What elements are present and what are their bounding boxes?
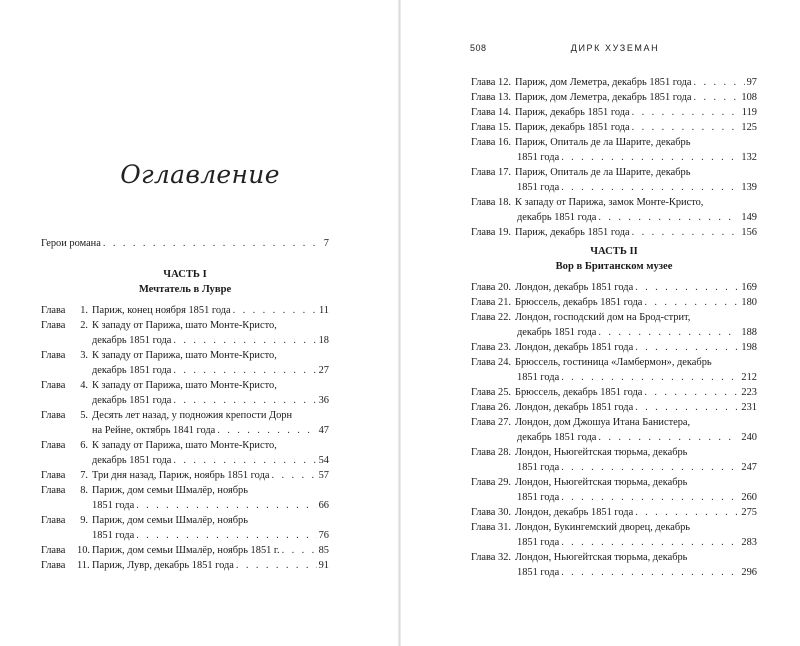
chapter-body [92,303,329,318]
toc-entry-text: Париж, декабрь 1851 года [515,122,630,133]
dot-leader [632,225,740,240]
toc-entry-text: Лондон, Ньюгейтская тюрьма, декабрь [515,552,688,563]
toc-entry-text: декабрь 1851 года [92,455,172,466]
chapter-label: Глава 18. [471,197,511,208]
toc-page-number: 119 [741,107,757,118]
chapter-label: Глава 19. [471,227,511,238]
chapter-body [92,483,329,513]
toc-entry-text: декабрь 1851 года [92,365,172,376]
toc-page-number: 260 [741,492,757,503]
page-number: 508 [470,43,487,53]
toc-entry-line [92,363,329,378]
part-label: ЧАСТЬ I [163,269,207,280]
toc-entry-line [92,528,329,543]
toc-entry-line [471,370,757,385]
toc-entry-line [92,513,329,528]
toc-title: Оглавление [120,160,280,189]
toc-entry-line [471,355,757,370]
toc-entry-line [471,105,757,120]
toc-entry-line [471,195,757,210]
dot-leader [561,535,739,550]
chapter-label: Глава 12. [471,77,511,88]
toc-chapter-entry[interactable] [471,415,757,445]
toc-page-number: 47 [318,425,329,436]
toc-entry-line [92,393,329,408]
toc-entry-text: Париж, дом семьи Шмалёр, ноябрь [92,485,248,496]
dot-leader [233,303,317,318]
chapter-label: Глава 28. [471,447,511,458]
toc-entry-text: К западу от Парижа, шато Монте-Кристо, [92,320,277,331]
toc-page-number: 212 [741,372,757,383]
toc-entry-line [471,505,757,520]
chapter-number: 5. [80,410,88,421]
toc-entry-line [471,225,757,240]
toc-page-number: 223 [741,387,757,398]
toc-entry-text: Париж, декабрь 1851 года [515,227,630,238]
chapter-body [92,513,329,543]
chapter-word: Глава [41,515,66,526]
dot-leader [561,460,739,475]
toc-entry-line [471,430,757,445]
toc-entry-line [471,490,757,505]
chapter-word: Глава [41,470,66,481]
dot-leader [635,505,739,520]
toc-entry-text: Париж, Лувр, декабрь 1851 года [92,560,234,571]
toc-entry-text: Париж, Опиталь де ла Шарите, декабрь [515,167,691,178]
toc-entry-text: Три дня назад, Париж, ноябрь 1851 года [92,470,270,481]
chapter-body [92,348,329,378]
author-name: ДИРК ХУЗЕМАН [570,43,660,53]
toc-entry-line [92,408,329,423]
toc-page-number: 169 [741,282,757,293]
toc-page-number: 66 [318,500,329,511]
chapter-label: Глава 14. [471,107,511,118]
toc-entry-line [471,535,757,550]
dot-leader [561,565,739,580]
dot-leader [644,385,739,400]
chapter-body [92,543,329,558]
toc-entry-text: Париж, конец ноября 1851 года [92,305,231,316]
chapter-word: Глава [41,485,66,496]
toc-entry-text: К западу от Парижа, замок Монте-Кристо, [515,197,704,208]
toc-entry-text: Лондон, Ньюгейтская тюрьма, декабрь [515,447,688,458]
toc-page-number: 180 [741,297,757,308]
chapter-number: 10. [77,545,90,556]
chapter-label: Глава 13. [471,92,511,103]
toc-entry-line [471,75,757,90]
dot-leader [282,543,317,558]
toc-entry-line [471,120,757,135]
chapter-label: Глава 32. [471,552,511,563]
toc-page-number: 156 [741,227,757,238]
chapter-label: Глава 23. [471,342,511,353]
toc-chapter-entry[interactable] [471,445,757,475]
dot-leader [173,333,316,348]
part-label: ЧАСТЬ II [590,246,638,257]
toc-entry-line [92,333,329,348]
toc-chapter-entry[interactable] [41,303,329,318]
toc-chapter-entry[interactable] [471,225,757,240]
toc-entry-line [471,460,757,475]
toc-entry-line [471,550,757,565]
dot-leader [561,490,739,505]
toc-chapter-entry[interactable] [41,543,329,558]
chapter-body [92,468,329,483]
toc-chapter-entry[interactable] [471,120,757,135]
chapter-label: Глава 30. [471,507,511,518]
toc-entry-line [471,180,757,195]
dot-leader [173,363,316,378]
toc-page-number: 132 [741,152,757,163]
chapter-word: Глава [41,305,66,316]
toc-entry-text: декабрь 1851 года [517,327,597,338]
toc-chapter-entry[interactable] [471,355,757,385]
toc-page-number: 240 [741,432,757,443]
toc-chapter-entry[interactable] [41,408,329,438]
dot-leader [644,295,739,310]
toc-entry-text: Лондон, декабрь 1851 года [515,342,634,353]
dot-leader [632,120,740,135]
toc-entry-text: Десять лет назад, у подножия крепости Дорн [92,410,293,421]
dot-leader [173,393,316,408]
chapter-label: Глава 25. [471,387,511,398]
chapter-number: 2. [80,320,88,331]
toc-entry-text: Брюссель, декабрь 1851 года [515,387,643,398]
right-page [400,0,800,646]
toc-page-number: 57 [318,470,329,481]
toc-entry-line [471,325,757,340]
toc-entry-line [92,303,329,318]
chapter-label: Глава 21. [471,297,511,308]
part-subtitle: Вор в Британском музее [555,261,673,272]
dot-leader [173,453,316,468]
toc-entry-text: Париж, дом Леметра, декабрь 1851 года [515,77,692,88]
toc-chapter-entry[interactable] [41,483,329,513]
toc-entry-line [471,340,757,355]
toc-entry-line [471,520,757,535]
toc-entry-text: 1851 года [517,152,560,163]
toc-entry-line [471,295,757,310]
chapter-number: 1. [80,305,88,316]
toc-entry-line [471,310,757,325]
toc-entry-line [92,348,329,363]
chapter-word: Глава [41,440,66,451]
toc-entry-text: Брюссель, декабрь 1851 года [515,297,643,308]
toc-entry-text: на Рейне, октябрь 1841 года [92,425,216,436]
toc-chapter-entry[interactable] [471,90,757,105]
toc-entry-line [471,400,757,415]
toc-entry-text: Париж, дом семьи Шмалёр, ноябрь [92,515,248,526]
toc-chapter-entry[interactable] [471,400,757,415]
toc-chapter-entry[interactable] [471,385,757,400]
toc-entry-text: К западу от Парижа, шато Монте-Кристо, [92,380,277,391]
chapter-label: Глава 27. [471,417,511,428]
toc-chapter-entry[interactable] [471,195,757,225]
chapter-body [92,438,329,468]
chapter-number: 3. [80,350,88,361]
toc-page-number: 139 [741,182,757,193]
toc-page-number: 149 [741,212,757,223]
dot-leader [598,325,739,340]
toc-entry-heroes[interactable] [41,236,329,251]
toc-page-number: 198 [741,342,757,353]
chapter-number: 4. [80,380,88,391]
toc-page-number: 231 [741,402,757,413]
chapter-number: 8. [80,485,88,496]
toc-chapter-entry[interactable] [471,135,757,165]
toc-chapter-entry[interactable] [471,340,757,355]
chapter-word: Глава [41,320,66,331]
toc-entry-text: Лондон, декабрь 1851 года [515,282,634,293]
toc-chapter-entry[interactable] [471,475,757,505]
dot-leader [694,75,745,90]
toc-page-number: 97 [746,77,757,88]
dot-leader [694,90,740,105]
chapter-number: 11. [77,560,90,571]
dot-leader [217,423,316,438]
toc-entry-line [471,565,757,580]
toc-entry-line [471,385,757,400]
toc-entry-line [471,415,757,430]
toc-entry-line [92,438,329,453]
toc-entry-text: декабрь 1851 года [517,212,597,223]
toc-entry-line [471,165,757,180]
dot-leader [271,468,316,483]
chapter-number: 7. [80,470,88,481]
chapter-label: Глава 29. [471,477,511,488]
left-chapter-list [41,303,329,573]
toc-entry-line [92,468,329,483]
toc-chapter-entry[interactable] [41,318,329,348]
chapter-label: Глава 22. [471,312,511,323]
toc-entry-text: Париж, дом Леметра, декабрь 1851 года [515,92,692,103]
toc-chapter-entry[interactable] [41,378,329,408]
dot-leader [561,370,739,385]
toc-entry-line [92,453,329,468]
toc-chapter-entry[interactable] [41,468,329,483]
toc-entry-text: Париж, Опиталь де ла Шарите, декабрь [515,137,691,148]
toc-entry-text: 1851 года [517,372,560,383]
toc-entry-text: 1851 года [517,182,560,193]
toc-entry-text: 1851 года [517,492,560,503]
toc-entry-line [471,90,757,105]
dot-leader [632,105,740,120]
toc-entry-text: декабрь 1851 года [92,395,172,406]
toc-page-number: 36 [318,395,329,406]
toc-page-number: 54 [318,455,329,466]
toc-chapter-entry[interactable] [471,280,757,295]
toc-chapter-entry[interactable] [471,105,757,120]
dot-leader [598,430,739,445]
chapter-body [92,378,329,408]
toc-entry-line [471,280,757,295]
toc-page-number: 296 [741,567,757,578]
chapter-label: Глава 26. [471,402,511,413]
toc-page-number: 108 [741,92,757,103]
toc-entry-line [471,475,757,490]
toc-entry-text: Лондон, Ньюгейтская тюрьма, декабрь [515,477,688,488]
chapter-label: Глава 20. [471,282,511,293]
right-chapter-list-b [471,280,757,580]
toc-chapter-entry[interactable] [471,165,757,195]
dot-leader [561,180,739,195]
chapter-label: Глава 16. [471,137,511,148]
toc-page-number: 125 [741,122,757,133]
chapter-word: Глава [41,545,66,556]
toc-entry-line [471,150,757,165]
right-chapter-list-a [471,75,757,240]
toc-chapter-entry[interactable] [41,558,329,573]
dot-leader [598,210,739,225]
toc-entry-text: 1851 года [517,462,560,473]
toc-page-number: 188 [741,327,757,338]
toc-chapter-entry[interactable] [41,348,329,378]
toc-page-number: 247 [741,462,757,473]
toc-chapter-entry[interactable] [471,505,757,520]
chapter-label: Глава 17. [471,167,511,178]
toc-entry-line [471,135,757,150]
toc-chapter-entry[interactable] [471,520,757,550]
chapter-label: Глава 31. [471,522,511,533]
right-toc [471,75,757,580]
toc-entry-line [471,445,757,460]
toc-entry-text: К западу от Парижа, шато Монте-Кристо, [92,350,277,361]
toc-entry-text: 1851 года [92,530,135,541]
toc-chapter-entry[interactable] [471,550,757,580]
toc-page-number: 283 [741,537,757,548]
toc-entry-line [92,318,329,333]
toc-entry-line [92,423,329,438]
chapter-body [92,318,329,348]
toc-page-number: 275 [741,507,757,518]
chapter-word: Глава [41,380,66,391]
dot-leader [635,280,739,295]
toc-entry-line [92,378,329,393]
toc-entry-line [92,543,329,558]
chapter-word: Глава [41,560,66,571]
toc-entry-line [92,483,329,498]
toc-entry-text: Лондон, Букингемский дворец, декабрь [515,522,691,533]
dot-leader [236,558,317,573]
toc-page-number: 76 [318,530,329,541]
toc-page-number: 85 [318,545,329,556]
toc-entry-text: Лондон, дом Джошуа Итана Банистера, [515,417,691,428]
left-toc [41,236,329,573]
chapter-number: 6. [80,440,88,451]
toc-page-number: 11 [318,305,329,316]
dot-leader [635,340,739,355]
chapter-body [92,408,329,438]
toc-chapter-entry[interactable] [471,75,757,90]
chapter-word: Глава [41,410,66,421]
part-subtitle: Мечтатель в Лувре [138,284,232,295]
toc-entry-text: Париж, дом семьи Шмалёр, ноябрь 1851 г. [92,545,280,556]
toc-entry-text: Лондон, декабрь 1851 года [515,402,634,413]
chapter-word: Глава [41,350,66,361]
toc-entry-text: Лондон, господский дом на Брод-стрит, [515,312,691,323]
dot-leader [635,400,739,415]
chapter-number: 9. [80,515,88,526]
chapter-label: Глава 15. [471,122,511,133]
toc-entry-text: 1851 года [92,500,135,511]
toc-entry-text: декабрь 1851 года [517,432,597,443]
dot-leader [561,150,739,165]
toc-entry-text: 1851 года [517,567,560,578]
toc-entry-text: Париж, декабрь 1851 года [515,107,630,118]
dot-leader [136,498,316,513]
chapter-body [92,558,329,573]
toc-entry-text: Лондон, декабрь 1851 года [515,507,634,518]
chapter-label: Глава 24. [471,357,511,368]
toc-chapter-entry[interactable] [41,513,329,543]
dot-leader [103,236,322,251]
toc-entry-text: К западу от Парижа, шато Монте-Кристо, [92,440,277,451]
toc-entry-line [92,558,329,573]
toc-page-number: 91 [318,560,329,571]
toc-entry-text: Брюссель, гостиница «Ламбермон», декабрь [515,357,712,368]
dot-leader [136,528,316,543]
toc-entry-line [471,210,757,225]
toc-page-number: 27 [318,365,329,376]
toc-chapter-entry[interactable] [471,310,757,340]
toc-entry-text: Герои романа [41,238,101,249]
toc-page-number: 18 [318,335,329,346]
toc-chapter-entry[interactable] [471,295,757,310]
toc-entry-text: 1851 года [517,537,560,548]
toc-chapter-entry[interactable] [41,438,329,468]
toc-page-number: 7 [323,238,329,249]
toc-entry-line [92,498,329,513]
toc-entry-text: декабрь 1851 года [92,335,172,346]
